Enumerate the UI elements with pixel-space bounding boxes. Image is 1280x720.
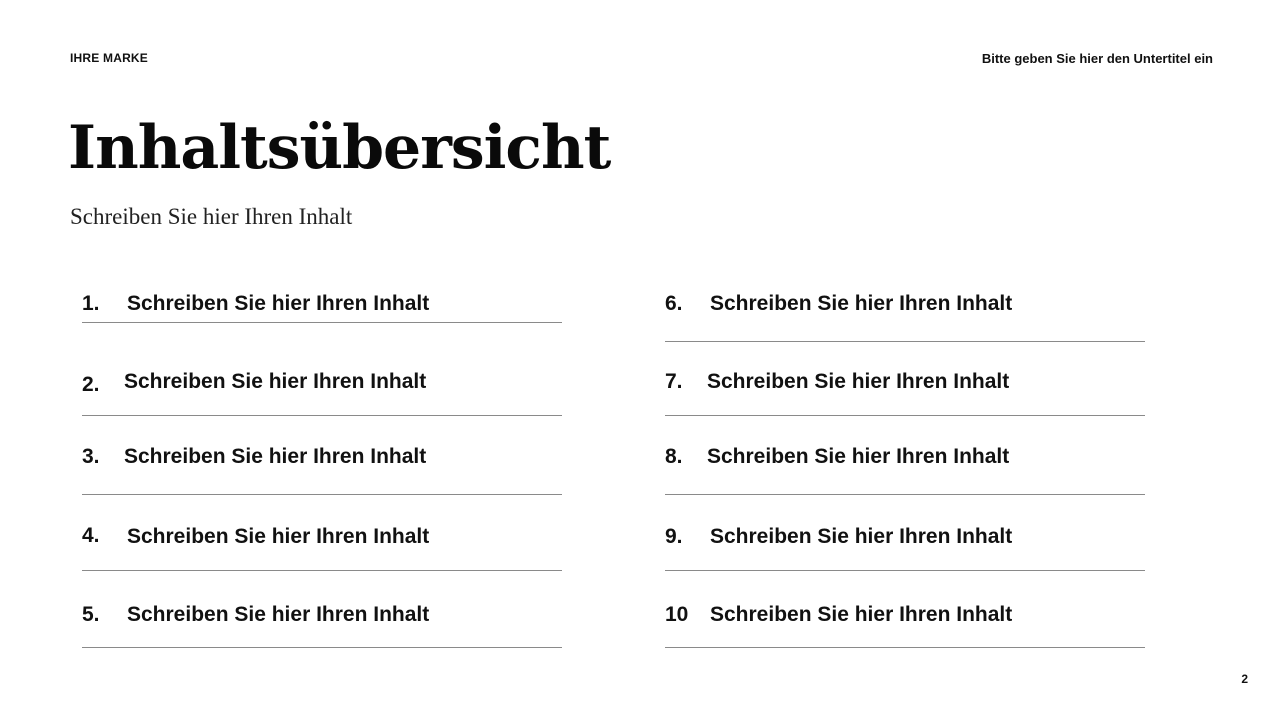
toc-item xyxy=(82,361,562,416)
toc-item-text: Schreiben Sie hier Ihren Inhalt xyxy=(124,370,427,393)
page-number: 2 xyxy=(1241,672,1248,686)
toc-item xyxy=(665,282,1145,342)
toc-item xyxy=(82,524,562,571)
toc-item-number: 5. xyxy=(82,603,100,626)
brand-name: IHRE MARKE xyxy=(70,51,149,65)
header-subtitle: Bitte geben Sie hier den Untertitel ein xyxy=(981,51,1213,66)
toc-item-text: Schreiben Sie hier Ihren Inhalt xyxy=(124,445,427,468)
toc-item-number: 9. xyxy=(665,525,683,548)
toc-item xyxy=(665,445,1145,495)
toc-item xyxy=(82,601,562,648)
toc-item-number: 2. xyxy=(82,373,100,396)
toc-item xyxy=(665,601,1145,648)
toc-item-text: Schreiben Sie hier Ihren Inhalt xyxy=(707,445,1010,468)
toc-item-text: Schreiben Sie hier Ihren Inhalt xyxy=(127,603,430,626)
toc-item xyxy=(665,361,1145,416)
toc-item-text: Schreiben Sie hier Ihren Inhalt xyxy=(707,370,1010,393)
toc-item xyxy=(665,524,1145,571)
toc-item-text: Schreiben Sie hier Ihren Inhalt xyxy=(710,292,1013,315)
toc-item-text: Schreiben Sie hier Ihren Inhalt xyxy=(127,525,430,548)
toc-item-number: 1. xyxy=(82,292,100,315)
toc-item-number: 7. xyxy=(665,370,683,393)
toc-item xyxy=(82,282,562,323)
toc-item-text: Schreiben Sie hier Ihren Inhalt xyxy=(127,292,430,315)
toc-item-number: 6. xyxy=(665,292,683,315)
toc-item-text: Schreiben Sie hier Ihren Inhalt xyxy=(710,525,1013,548)
toc-item-number: 4. xyxy=(82,524,100,547)
toc-item xyxy=(82,445,562,495)
toc-item-text: Schreiben Sie hier Ihren Inhalt xyxy=(710,603,1013,626)
toc-item-number: 3. xyxy=(82,445,100,468)
toc-item-number: 8. xyxy=(665,445,683,468)
page-title: Inhaltsübersicht xyxy=(68,113,611,183)
page-lead: Schreiben Sie hier Ihren Inhalt xyxy=(70,204,353,229)
toc-item-number: 10 xyxy=(665,603,689,626)
